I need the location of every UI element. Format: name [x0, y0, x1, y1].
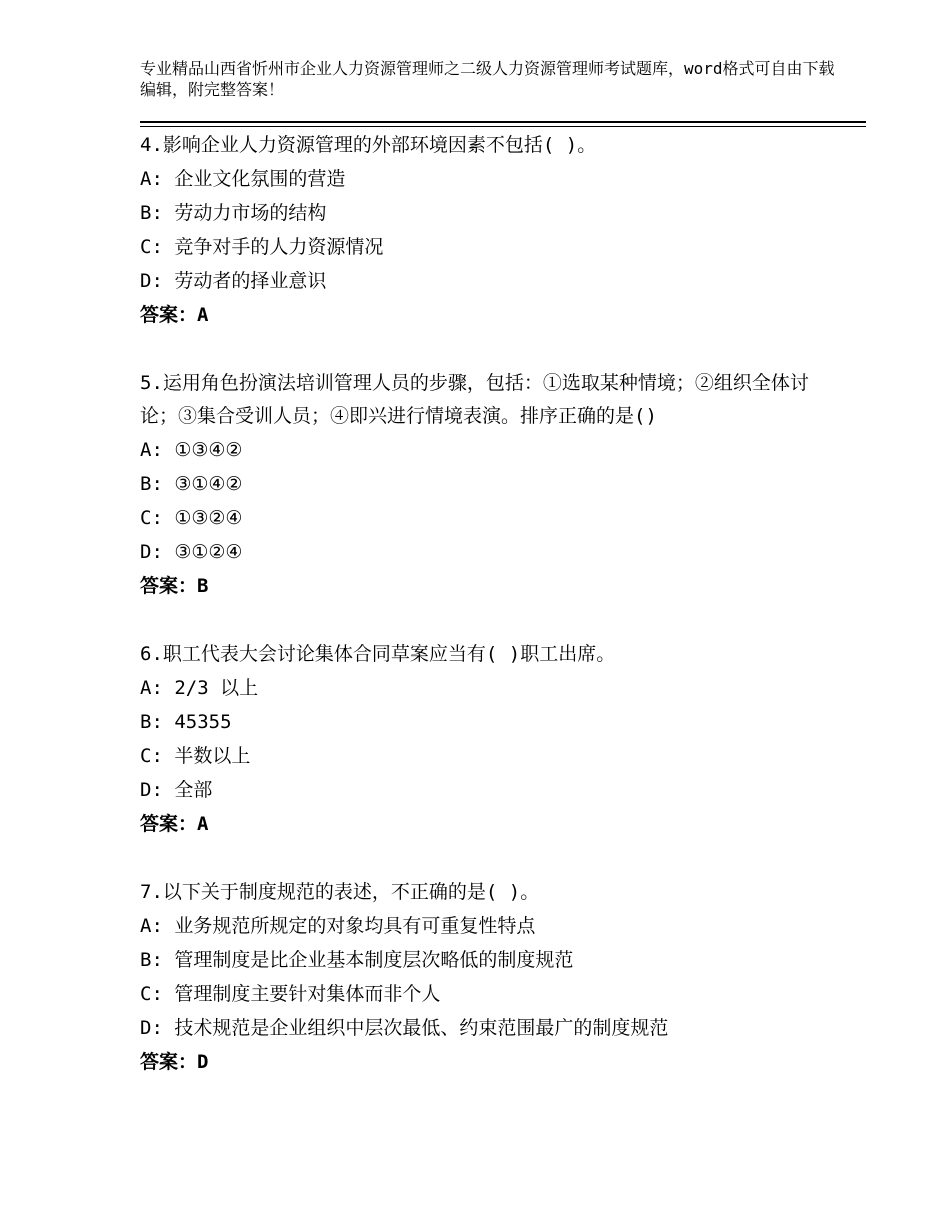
option-d: D: 全部 — [140, 779, 213, 801]
option-b: B: 45355 — [140, 711, 232, 733]
question-7 — [140, 875, 820, 1079]
answer-line: 答案：A — [140, 813, 209, 835]
option-d: D: ③①②④ — [140, 541, 243, 563]
option-a: A: 企业文化氛围的营造 — [140, 168, 346, 190]
option-b: B: 管理制度是比企业基本制度层次略低的制度规范 — [140, 949, 574, 971]
question-5 — [140, 366, 820, 603]
answer-line: 答案：D — [140, 1051, 209, 1073]
option-c: C: 半数以上 — [140, 745, 251, 767]
question-stem: 6.职工代表大会讨论集体合同草案应当有( )职工出席。 — [140, 643, 616, 665]
question-stem: 4.影响企业人力资源管理的外部环境因素不包括( )。 — [140, 134, 597, 156]
option-a: A: 业务规范所规定的对象均具有可重复性特点 — [140, 915, 536, 937]
answer-line: 答案：B — [140, 575, 209, 597]
question-4 — [140, 128, 820, 332]
option-a: A: 2/3 以上 — [140, 677, 259, 699]
option-d: D: 劳动者的择业意识 — [140, 270, 327, 292]
option-c: C: 管理制度主要针对集体而非个人 — [140, 983, 441, 1005]
option-b: B: ③①④② — [140, 473, 243, 495]
question-6 — [140, 637, 820, 841]
answer-line: 答案：A — [140, 304, 209, 326]
question-stem: 7.以下关于制度规范的表述，不正确的是( )。 — [140, 881, 540, 903]
document-header: 专业精品山西省忻州市企业人力资源管理师之二级人力资源管理师考试题库，word格式可自由下载编辑，附完整答案！ — [140, 59, 835, 99]
header-rule-thin — [140, 126, 866, 127]
option-c: C: 竞争对手的人力资源情况 — [140, 236, 384, 258]
header-rule-thick — [140, 121, 866, 123]
option-b: B: 劳动力市场的结构 — [140, 202, 327, 224]
option-a: A: ①③④② — [140, 439, 243, 461]
option-c: C: ①③②④ — [140, 507, 243, 529]
question-stem: 5.运用角色扮演法培训管理人员的步骤，包括：①选取某种情境；②组织全体讨论；③集合受训人员；④即兴进行情境表演。排序正确的是() — [140, 372, 809, 427]
option-d: D: 技术规范是企业组织中层次最低、约束范围最广的制度规范 — [140, 1017, 669, 1039]
question-list — [140, 128, 820, 1113]
